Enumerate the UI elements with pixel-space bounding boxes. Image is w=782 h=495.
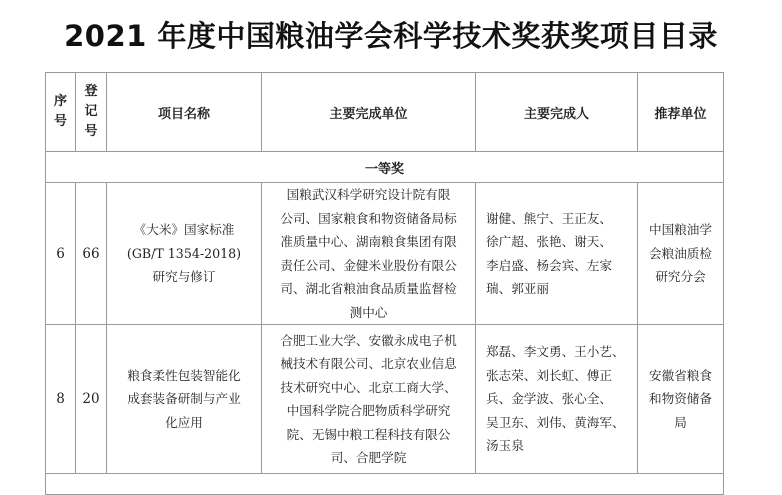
recommender-cell: 安徽省粮食 和物资储备 局	[638, 325, 724, 474]
header-seq: 序 号	[46, 73, 76, 152]
project-cell: 《大米》国家标准 (GB/T 1354-2018) 研究与修订	[107, 183, 262, 325]
table-row-partial	[46, 474, 724, 495]
project-cell: 粮食柔性包装智能化 成套装备研制与产业 化应用	[107, 325, 262, 474]
header-main-people: 主要完成人	[476, 73, 638, 152]
seq-cell: 8	[46, 325, 76, 474]
table-header-row	[46, 73, 724, 152]
header-main-units: 主要完成单位	[262, 73, 476, 152]
partial-row-cell	[46, 474, 724, 495]
table-row	[46, 183, 724, 325]
document-title: 2021 年度中国粮油学会科学技术奖获奖项目目录	[64, 19, 718, 53]
header-recommender: 推荐单位	[638, 73, 724, 152]
recommender-cell: 中国粮油学 会粮油质检 研究分会	[638, 183, 724, 325]
header-project-name: 项目名称	[107, 73, 262, 152]
header-reg-no: 登 记 号	[76, 73, 107, 152]
section-title: 一等奖	[46, 152, 724, 183]
reg-cell: 20	[76, 325, 107, 474]
units-cell: 国粮武汉科学研究设计院有限 公司、国家粮食和物资储备局标 准质量中心、湖南粮食集团有限 责任公司、金健米业股份有限公 司、湖北省粮油食品质量监督检 测中心	[262, 183, 476, 325]
section-row	[46, 152, 724, 183]
people-cell: 谢健、熊宁、王正友、 徐广超、张艳、谢天、 李启盛、杨会宾、左家 瑞、郭亚丽	[476, 183, 638, 325]
units-cell: 合肥工业大学、安徽永成电子机 械技术有限公司、北京农业信息 技术研究中心、北京工商大学、 中国科学院合肥物质科学研究 院、无锡中粮工程科技有限公 司、合肥学院	[262, 325, 476, 474]
awards-table	[45, 72, 724, 495]
reg-cell: 66	[76, 183, 107, 325]
table-row	[46, 325, 724, 474]
seq-cell: 6	[46, 183, 76, 325]
people-cell: 郑磊、李文勇、王小艺、 张志荣、刘长虹、傅正 兵、金学波、张心全、 吴卫东、刘伟、黄海军、 汤玉泉	[476, 325, 638, 474]
